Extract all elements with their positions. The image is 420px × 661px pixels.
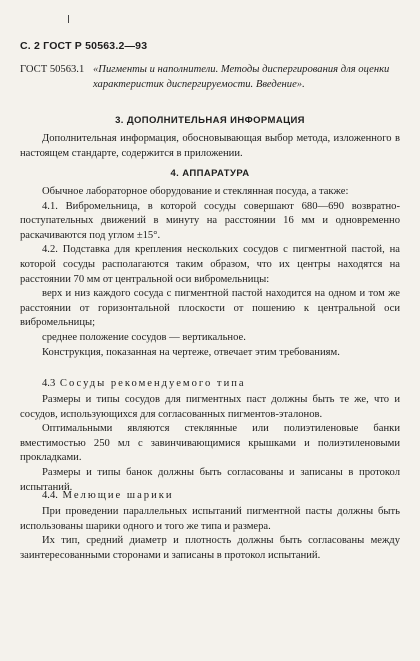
subsection-4-4-number: 4.4. (42, 490, 58, 501)
section-4-heading: 4. АППАРАТУРА (170, 168, 250, 179)
standard-reference (20, 63, 400, 92)
scan-mark (68, 15, 69, 23)
paragraph-4-2-position: среднее положение сосудов — вертикальное. (42, 331, 246, 343)
subsection-4-3-heading (42, 378, 246, 389)
page-header: С. 2 ГОСТ Р 50563.2—93 (20, 40, 148, 52)
paragraph-4-2-top-bottom: верх и низ каждого сосуда с пигментной пастой находится на одном и том же расстоянии от горизонтальной плоскости от пошению к центральной оси вибромельницы; (20, 288, 400, 329)
paragraph-4-3-optimal: Оптимальными являются стеклянные или полиэтиленовые банки вместимостью 250 мл с завинчивающимися крышками и полиэтиленовыми прокладками. (20, 423, 400, 464)
section-3-body (20, 132, 400, 161)
section-4-3-body (20, 393, 400, 495)
paragraph-4-4-balls: При проведении параллельных испытаний пигментной пасты должны быть использованы шарики одного и того же типа и размера. (20, 506, 400, 532)
paragraph-4-2: 4.2. Подставка для крепления нескольких сосудов с пигментной пастой, на которой сосуды располагаются таким образом, что их центры находятся на расстоянии 70 мм от центральной оси вибромельницы: (20, 244, 400, 285)
standard-title: «Пигменты и наполнители. Методы диспергирования для оценки характеристик диспергируемости. Введение». (93, 64, 390, 90)
paragraph-4-1: 4.1. Вибромельница, в которой сосуды совершают 680—690 возвратно-поступательных движений в минуту на расстоянии 16 мм и одновременно раскачиваются под углом ±15°. (20, 200, 400, 241)
paragraph-4-4-type: Их тип, средний диаметр и плотность должны быть согласованы между заинтересованными сторонами и записаны в протокол испытаний. (20, 535, 400, 561)
paragraph-4-2-construction: Конструкция, показанная на чертеже, отвечает этим требованиям. (42, 346, 340, 358)
paragraph-4-3-sizes: Размеры и типы сосудов для пигментных паст должны быть те же, что и сосудов, использующихся для согласованных пигментов-эталонов. (20, 394, 400, 420)
subsection-4-4-heading (42, 490, 174, 501)
section-4-4-body (20, 505, 400, 563)
section-3-text: Дополнительная информация, обосновывающая выбор метода, изложенного в настоящем стандарте, содержится в приложении. (20, 133, 400, 159)
section-4-intro: Обычное лабораторное оборудование и стеклянная посуда, а также: (42, 186, 349, 197)
subsection-4-3-title: Сосуды рекомендуемого типа (59, 378, 246, 389)
subsection-4-3-number: 4.3 (42, 378, 56, 389)
section-4-body-upper (20, 185, 400, 360)
subsection-4-4-title: Мелющие шарики (62, 490, 174, 501)
standard-number: ГОСТ 50563.1 (20, 64, 85, 75)
paragraph-4-3-protocol: Размеры и типы банок должны быть согласованы и записаны в протокол испытаний. (20, 466, 400, 493)
section-3-heading: 3. ДОПОЛНИТЕЛЬНАЯ ИНФОРМАЦИЯ (115, 115, 305, 126)
